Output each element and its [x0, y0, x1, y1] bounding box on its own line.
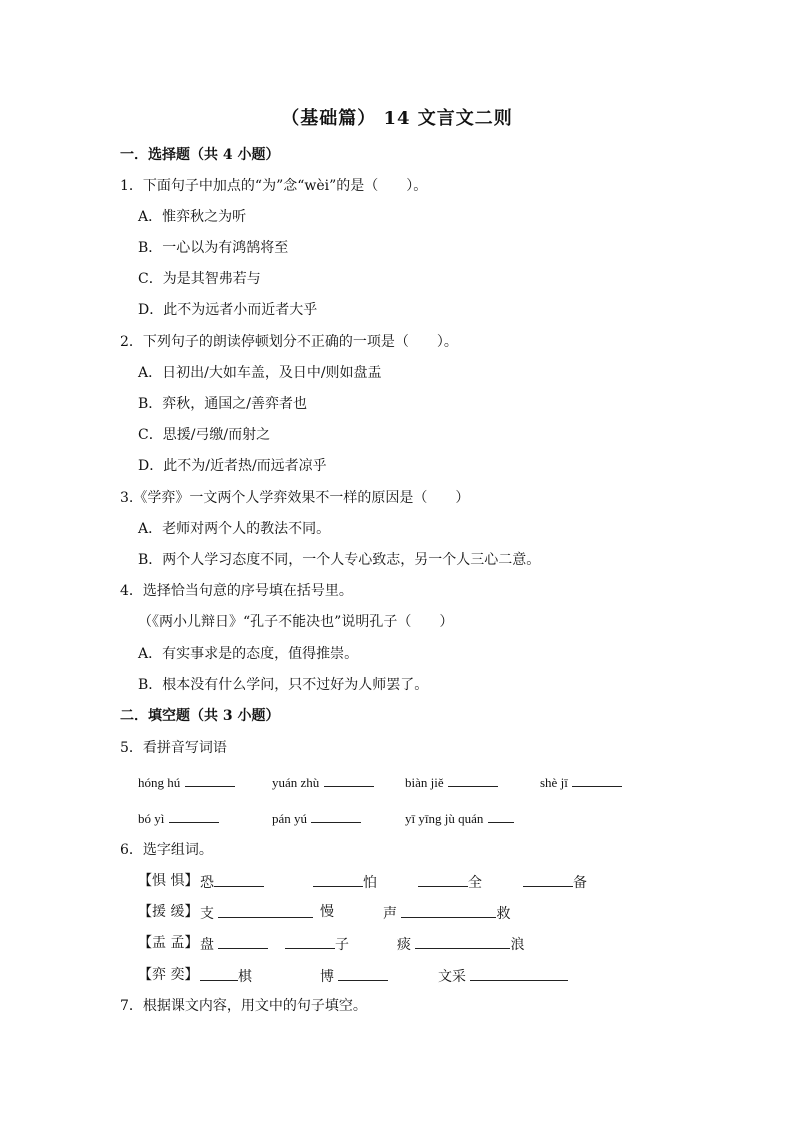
answer-blank[interactable]: [313, 872, 363, 887]
char-choice-label: 【盂 孟】: [138, 935, 199, 951]
answer-blank[interactable]: [218, 934, 268, 949]
word-item: 怕: [313, 872, 377, 892]
question-3-option-a[interactable]: A．老师对两个人的教法不同。: [138, 521, 331, 537]
answer-blank[interactable]: [418, 872, 468, 887]
word-item: 声 救: [383, 903, 510, 923]
question-1-option-b[interactable]: B．一心以为有鸿鹄将至: [138, 240, 289, 256]
answer-blank[interactable]: [470, 966, 568, 981]
answer-blank[interactable]: [185, 772, 235, 787]
question-4-option-b[interactable]: B．根本没有什么学问，只不过好为人师罢了。: [138, 677, 429, 693]
answer-blank[interactable]: [218, 903, 313, 918]
char-choice-label: 【弈 奕】: [138, 967, 199, 983]
question-4-stem: 4．选择恰当句意的序号填在括号里。: [120, 583, 353, 599]
question-5-stem: 5．看拼音写词语: [120, 740, 227, 756]
question-1-option-a[interactable]: A．惟弈秋之为听: [138, 209, 247, 225]
word-item: 文采: [438, 966, 568, 986]
question-2-option-a[interactable]: A．日初出/大如车盖，及日中/则如盘盂: [138, 365, 382, 381]
section-heading-fill: 二．填空题（共 3 小题）: [120, 708, 280, 724]
word-item: 支: [200, 903, 313, 923]
answer-blank[interactable]: [523, 872, 573, 887]
question-3-stem: 3.《学弈》一文两个人学弈效果不一样的原因是（ ）: [120, 490, 470, 506]
answer-blank[interactable]: [169, 808, 219, 823]
word-item: 子: [285, 934, 349, 954]
question-4-subquestion: （《两小儿辩日》“孔子不能决也”说明孔子（ ）: [138, 614, 454, 630]
word-item: 盘: [200, 934, 268, 954]
question-4-option-a[interactable]: A．有实事求是的态度，值得推崇。: [138, 646, 359, 662]
question-3-option-b[interactable]: B．两个人学习态度不同，一个人专心致志，另一个人三心二意。: [138, 552, 541, 568]
char-choice-label: 【援 缓】: [138, 904, 199, 920]
question-1-stem: 1．下面句子中加点的“为”念“wèi”的是（ ）。: [120, 178, 428, 194]
page-title: （基础篇） 14 文言文二则: [281, 108, 513, 129]
answer-blank[interactable]: [488, 808, 514, 823]
question-7-stem: 7．根据课文内容，用文中的句子填空。: [120, 998, 367, 1014]
word-item: 痰 浪: [397, 934, 524, 954]
question-2-option-b[interactable]: B．弈秋，通国之/善弈者也: [138, 396, 308, 412]
answer-blank[interactable]: [401, 903, 496, 918]
question-6-stem: 6．选字组词。: [120, 842, 213, 858]
pinyin-item: yuán zhù: [272, 772, 374, 792]
char-choice-label: 【惧 惧】: [138, 873, 199, 889]
answer-blank[interactable]: [214, 872, 264, 887]
answer-blank[interactable]: [200, 966, 238, 981]
answer-blank[interactable]: [285, 934, 335, 949]
word-item: 恐: [200, 872, 264, 892]
answer-blank[interactable]: [311, 808, 361, 823]
word-item: 全: [418, 872, 482, 892]
answer-blank[interactable]: [324, 772, 374, 787]
question-2-stem: 2．下列句子的朗读停顿划分不正确的一项是（ ）。: [120, 334, 458, 350]
pinyin-item: yī yīng jù quán: [405, 808, 514, 828]
pinyin-item: biàn jiě: [405, 772, 498, 792]
answer-blank[interactable]: [415, 934, 510, 949]
word-item: 棋: [200, 966, 252, 986]
pinyin-item: shè jī: [540, 772, 622, 792]
answer-blank[interactable]: [572, 772, 622, 787]
question-2-option-d[interactable]: D．此不为/近者热/而远者凉乎: [138, 458, 327, 474]
answer-blank[interactable]: [338, 966, 388, 981]
word-item: 备: [523, 872, 587, 892]
pinyin-item: pán yú: [272, 808, 361, 828]
pinyin-item: bó yì: [138, 808, 219, 828]
question-1-option-d[interactable]: D．此不为远者小而近者大乎: [138, 302, 318, 318]
word-item: 慢: [320, 904, 334, 920]
word-item: 博: [320, 966, 388, 986]
answer-blank[interactable]: [448, 772, 498, 787]
pinyin-item: hóng hú: [138, 772, 235, 792]
question-2-option-c[interactable]: C．思援/弓缴/而射之: [138, 427, 271, 443]
question-1-option-c[interactable]: C．为是其智弗若与: [138, 271, 261, 287]
section-heading-choice: 一．选择题（共 4 小题）: [120, 147, 280, 163]
